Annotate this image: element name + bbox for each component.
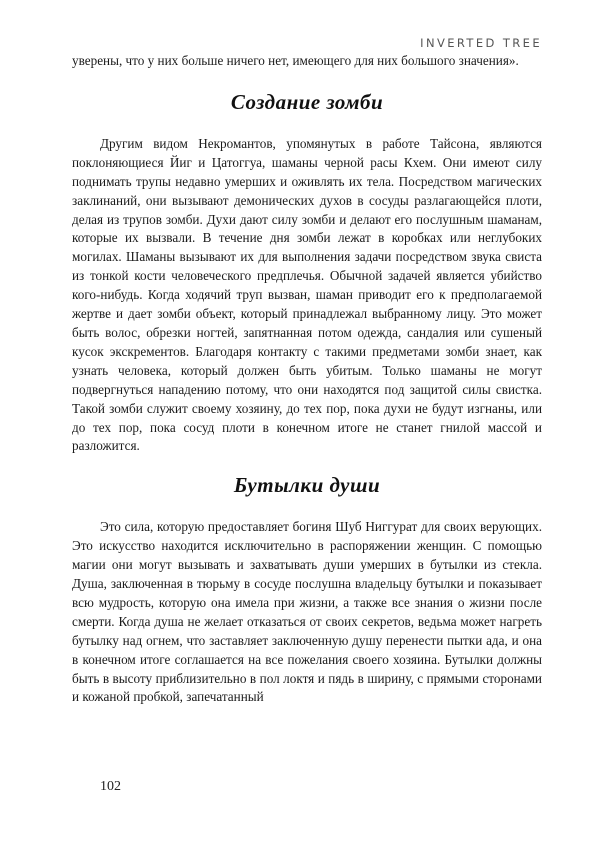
running-header: INVERTED TREE [420, 36, 542, 50]
section-title-soul-bottles: Бутылки души [233, 473, 381, 498]
section-paragraph-zombie: Другим видом Некромантов, упомянутых в работе Тайсона, являются поклоняющиеся Йиг и Цатоггуа, шаманы черной расы Кхем. Они имеют силу поднимать трупы недавно умерших и оживлять их тела. Посредством магических заклинаний, они вызывают демонических духов в сосуды разлагающейся плоти, делая из трупов зомби. Духи дают силу зомби и делают его послушным шаманам, которые их вызвали. В течение дня зомби лежат в коробках или неглубоких могилах. Шаманы вызывают их для выполнения задачи посредством звука свиста из тонкой кости человеческого предплечья. Обычной задачей является убийство кого-нибудь. Когда ходячий труп вызван, шаман приводит его к предполагаемой жертве и дает зомби объект, который принадлежал выбранному лицу. Это может быть волос, обрезки ногтей, запятнанная потом одежда, сандалия или сушеный кусок экскрементов. Благодаря контакту с такими предметами зомби знает, как узнать человека, который должен быть убитым. Только шаманы не могут подвергнуться нападению потому, что они находятся под защитой силы свистка. Такой зомби служит своему хозяину, до тех пор, пока духи не будут изгнаны, или до тех пор, пока сосуд плоти в конечном итоге не станет гнилой массой и разложится. [72, 135, 542, 454]
page-body [72, 52, 542, 707]
section-paragraph-soul-bottles: Это сила, которую предоставляет богиня Шуб Ниггурат для своих верующих. Это искусство находится исключительно в распоряжении женщин. С помощью магии они могут вызывать и захватывать души умерших в бутылки из стекла. Душа, заключенная в тюрьму в сосуде послушна владельцу бутылки и показывает всю мудрость, которую она имела при жизни, а также все знания о жизни после смерти. Когда душа не желает отказаться от своих секретов, ведьма может нагреть бутылку над огнем, что заставляет заключенную душу перенести пытки ада, и она в конечном итоге соглашается на все пожелания своего хозяина. Бутылки должны быть в высоту приблизительно в пол локтя и пядь в ширину, с прямыми сторонами и кожаной пробкой, запечатанный [72, 519, 542, 705]
intro-paragraph: уверены, что у них больше ничего нет, имеющего для них большого значения». [72, 53, 519, 68]
section-title-zombie: Создание зомби [230, 89, 384, 114]
page-number: 102 [100, 779, 121, 794]
